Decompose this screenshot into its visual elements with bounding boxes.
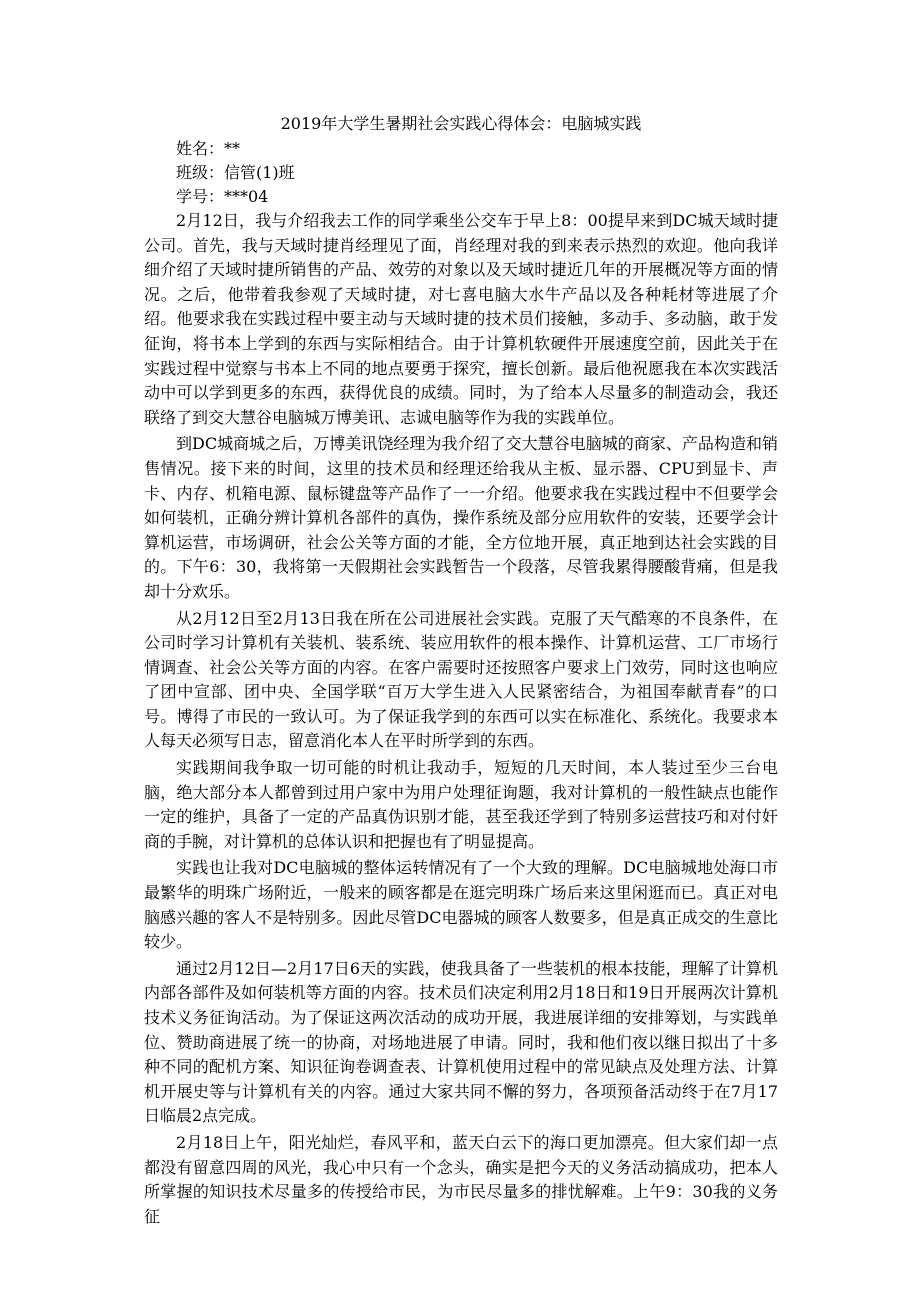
document-page: [144, 112, 778, 1231]
body-paragraph: 到DC城商城之后，万博美讯饶经理为我介绍了交大慧谷电脑城的商家、产品构造和销售情况。接下来的时间，这里的技术员和经理还给我从主板、显示器、CPU到显卡、声卡、内存、机箱电源、鼠标键盘等产品作了一一介绍。他要求我在实践过程中不但要学会如何装机，正确分辨计算机各部件的真伪，操作系统及部分应用软件的安装，还要学会计算机运营，市场调研，社会公关等方面的才能，全方位地开展，真正地到达社会实践的目的。下午6：30，我将第一天假期社会实践暂告一个段落，尽管我累得腰酸背痛，但是我却十分欢乐。: [144, 434, 778, 601]
body-paragraph: 实践也让我对DC电脑城的整体运转情况有了一个大致的理解。DC电脑城地处海口市最繁华的明珠广场附近，一般来的顾客都是在逛完明珠广场后来这里闲逛而已。真正对电脑感兴趣的客人不是特别多。因此尽管DC电器城的顾客人数要多，但是真正成交的生意比较少。: [144, 858, 778, 952]
student-class-line: 班级：信管(1)班: [176, 163, 295, 182]
body-paragraph: 通过2月12日—2月17日6天的实践，使我具备了一些装机的根本技能，理解了计算机内部各部件及如何装机等方面的内容。技术员们决定利用2月18日和19日开展两次计算机技术义务征询活动。为了保证这两次活动的成功开展，我进展详细的安排筹划，与实践单位、赞助商进展了统一的协商，对场地进展了申请。同时，我和他们夜以继日拟出了十多种不同的配机方案、知识征询卷调查表、计算机使用过程中的常见缺点及处理方法、计算机开展史等与计算机有关的内容。通过大家共同不懈的努力，各项预备活动终于在7月17日临晨2点完成。: [144, 958, 778, 1126]
body-paragraph: 实践期间我争取一切可能的时机让我动手，短短的几天时间，本人装过至少三台电脑，绝大部分本人都曾到过用户家中为用户处理征询题，我对计算机的一般性缺点也能作一定的维护，具备了一定的产品真伪识别才能，甚至我还学到了特别多运营技巧和对付奸商的手腕，对计算机的总体认识和把握也有了明显提高。: [144, 758, 778, 851]
student-id-line: 学号：***04: [176, 187, 269, 206]
body-paragraph: 从2月12日至2月13日我在所在公司进展社会实践。克服了天气酷寒的不良条件，在公司时学习计算机有关装机、装系统、装应用软件的根本操作、计算机运营、工厂市场行情调查、社会公关等方面的内容。在客户需要时还按照客户要求上门效劳，同时这也响应了团中宣部、团中央、全国学联“百万大学生进入人民紧密结合，为祖国奉献青春”的口号。博得了市民的一致认可。为了保证我学到的东西可以实在标准化、系统化。我要求本人每天必须写日志，留意消化本人在平时所学到的东西。: [144, 608, 778, 751]
document-title: 2019年大学生暑期社会实践心得体会：电脑城实践: [280, 114, 642, 133]
student-name-line: 姓名：**: [176, 139, 241, 158]
body-paragraph: 2月12日，我与介绍我去工作的同学乘坐公交车于早上8：00提早来到DC城天域时捷公司。首先，我与天域时捷肖经理见了面，肖经理对我的到来表示热烈的欢迎。他向我详细介绍了天域时捷所销售的产品、效劳的对象以及天域时捷近几年的开展概况等方面的情况。之后，他带着我参观了天域时捷，对七喜电脑大水牛产品以及各种耗材等进展了介绍。他要求我在实践过程中要主动与天域时捷的技术员们接触，多动手、多动脑，敢于发征询，将书本上学到的东西与实际相结合。由于计算机软硬件开展速度空前，因此关于在实践过程中觉察与书本上不同的地点要勇于探究，擅长创新。最后他祝愿我在本次实践活动中可以学到更多的东西，获得优良的成绩。同时，为了给本人尽量多的制造动会，我还联络了到交大慧谷电脑城万博美讯、志诚电脑等作为我的实践单位。: [144, 211, 778, 427]
body-paragraph: 2月18日上午，阳光灿烂，春风平和，蓝天白云下的海口更加漂亮。但大家们却一点都没有留意四周的风光，我心中只有一个念头，确实是把今天的义务活动搞成功，把本人所掌握的知识技术尽量多的传授给市民，为市民尽量多的排忧解难。上午9：30我的义务征: [144, 1132, 778, 1226]
